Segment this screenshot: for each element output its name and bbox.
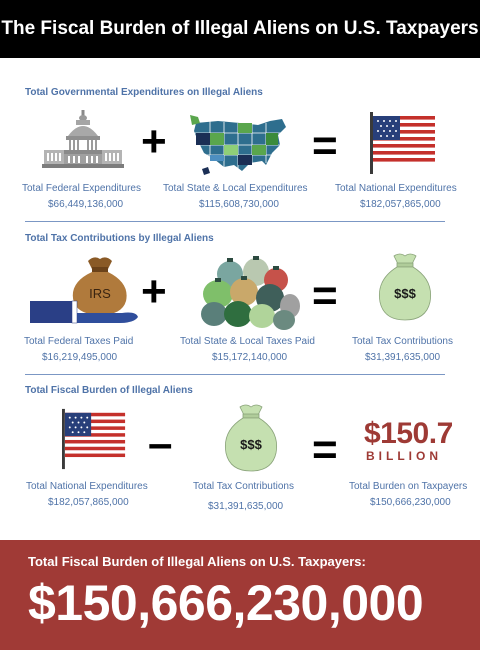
page-title: The Fiscal Burden of Illegal Aliens on U.S. Taxpayers	[1, 18, 479, 39]
us-flag-icon	[370, 112, 438, 174]
header-banner	[0, 0, 480, 58]
irs-bag-icon	[30, 253, 140, 331]
footer-title: Total Fiscal Burden of Illegal Aliens on U.S. Taxpayers:	[28, 554, 366, 569]
total-national-expenditures-value: $182,057,865,000	[48, 497, 129, 508]
total-national-expenditures-label: Total National Expenditures	[26, 481, 148, 492]
total-burden-on-taxpayers-value: $150,666,230,000	[370, 497, 451, 508]
equals-operator: =	[312, 425, 338, 474]
minus-operator: –	[148, 419, 173, 468]
total-national-expenditures-value: $182,057,865,000	[360, 199, 441, 210]
plus-operator: +	[141, 117, 167, 166]
burden-billions-unit: BILLION	[366, 449, 442, 463]
bag-dollar-text: $$$	[394, 286, 416, 301]
footer-total-amount: $150,666,230,000	[28, 575, 424, 631]
total-tax-contributions-value: $31,391,635,000	[365, 352, 441, 363]
money-bag-icon	[374, 252, 436, 324]
total-tax-contributions-value: $31,391,635,000	[208, 501, 284, 512]
us-map-icon	[188, 115, 290, 177]
us-flag-icon	[62, 408, 128, 470]
irs-bag-text: IRS	[89, 286, 111, 301]
section-divider	[25, 374, 445, 375]
equals-operator: =	[312, 121, 338, 170]
total-federal-expenditures-label: Total Federal Expenditures	[22, 183, 141, 194]
total-state-local-expenditures-value: $115,608,730,000	[199, 199, 279, 210]
section2-title: Total Tax Contributions by Illegal Aliens	[25, 233, 214, 244]
total-state-local-taxes-label: Total State & Local Taxes Paid	[180, 336, 315, 347]
total-tax-contributions-label: Total Tax Contributions	[193, 481, 294, 492]
total-federal-taxes-paid-label: Total Federal Taxes Paid	[24, 336, 134, 347]
money-bags-pile-icon	[200, 252, 300, 330]
footer-banner	[0, 540, 480, 650]
capitol-icon	[42, 110, 124, 168]
money-bag-icon	[220, 403, 282, 475]
total-national-expenditures-label: Total National Expenditures	[335, 183, 457, 194]
section3-title: Total Fiscal Burden of Illegal Aliens	[25, 385, 193, 396]
equals-operator: =	[312, 271, 338, 320]
section1-title: Total Governmental Expenditures on Illegal Aliens	[25, 87, 263, 98]
total-burden-on-taxpayers-label: Total Burden on Taxpayers	[349, 481, 468, 492]
total-state-local-expenditures-label: Total State & Local Expenditures	[163, 183, 308, 194]
total-federal-expenditures-value: $66,449,136,000	[48, 199, 124, 210]
plus-operator: +	[141, 267, 167, 316]
section-divider	[25, 221, 445, 222]
total-federal-taxes-paid-value: $16,219,495,000	[42, 352, 118, 363]
total-state-local-taxes-value: $15,172,140,000	[212, 352, 288, 363]
bag-dollar-text: $$$	[240, 437, 262, 452]
total-tax-contributions-label: Total Tax Contributions	[352, 336, 453, 347]
burden-billions-amount: $150.7	[364, 417, 453, 450]
